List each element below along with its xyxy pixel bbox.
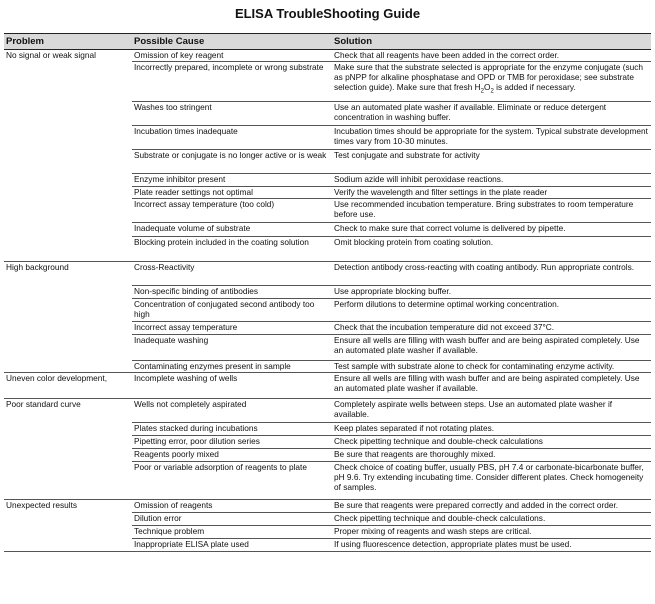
solution-cell: Check to make sure that correct volume is delivered by pipette. [332, 223, 651, 237]
cause-cell: Plates stacked during incubations [132, 423, 332, 436]
cause-cell: Technique problem [132, 526, 332, 539]
problem-cell [4, 150, 132, 174]
cause-cell: Reagents poorly mixed [132, 449, 332, 462]
solution-cell: Completely aspirate wells between steps. Use an automated plate washer if available. [332, 399, 651, 423]
table-row [4, 462, 651, 500]
cause-cell: Incorrect assay temperature (too cold) [132, 199, 332, 223]
column-header-problem: Problem [4, 34, 132, 50]
problem-cell [4, 102, 132, 126]
cause-cell: Cross-Reactivity [132, 262, 332, 286]
troubleshooting-table [4, 33, 651, 552]
problem-cell [4, 237, 132, 262]
solution-cell: If using fluorescence detection, appropriate plates must be used. [332, 539, 651, 552]
problem-cell [4, 126, 132, 150]
solution-cell: Use appropriate blocking buffer. [332, 286, 651, 299]
cause-cell: Inappropriate ELISA plate used [132, 539, 332, 552]
cause-cell: Poor or variable adsorption of reagents to plate [132, 462, 332, 500]
table-row [4, 539, 651, 552]
cause-cell: Inadequate washing [132, 335, 332, 361]
cause-cell: Incubation times inadequate [132, 126, 332, 150]
table-row [4, 449, 651, 462]
solution-cell: Check choice of coating buffer, usually PBS, pH 7.4 or carbonate-bicarbonate buffer, pH 9.6. Try extending incubating time. Consider different plates. Check homogeneity of samples. [332, 462, 651, 500]
cause-cell: Blocking protein included in the coating solution [132, 237, 332, 262]
cause-cell: Non-specific binding of antibodies [132, 286, 332, 299]
table-row [4, 399, 651, 423]
cause-cell: Substrate or conjugate is no longer active or is weak [132, 150, 332, 174]
problem-cell [4, 539, 132, 552]
cause-cell: Dilution error [132, 513, 332, 526]
table-row [4, 286, 651, 299]
solution-cell: Ensure all wells are filling with wash buffer and are being aspirated completely. Use an automated plate washer if available. [332, 373, 651, 399]
solution-cell: Test conjugate and substrate for activity [332, 150, 651, 174]
cause-cell: Plate reader settings not optimal [132, 187, 332, 199]
problem-cell [4, 361, 132, 373]
table-row [4, 150, 651, 174]
solution-cell: Use an automated plate washer if available. Eliminate or reduce detergent concentration in washing buffer. [332, 102, 651, 126]
solution-cell: Test sample with substrate alone to check for contaminating enzyme activity. [332, 361, 651, 373]
problem-cell [4, 436, 132, 449]
cause-cell: Omission of key reagent [132, 50, 332, 62]
table-row [4, 187, 651, 199]
solution-cell: Be sure that reagents are thoroughly mixed. [332, 449, 651, 462]
cause-cell: Enzyme inhibitor present [132, 174, 332, 187]
cause-cell: Pipetting error, poor dilution series [132, 436, 332, 449]
page-title: ELISA TroubleShooting Guide [234, 6, 421, 21]
solution-cell: Omit blocking protein from coating solution. [332, 237, 651, 262]
table-body [4, 50, 651, 552]
solution-cell: Check pipetting technique and double-check calculations. [332, 513, 651, 526]
cause-cell: Washes too stringent [132, 102, 332, 126]
cause-cell: Incorrect assay temperature [132, 322, 332, 335]
solution-cell: Check that all reagents have been added in the correct order. [332, 50, 651, 62]
table-row [4, 423, 651, 436]
problem-cell [4, 322, 132, 335]
column-header-solution: Solution [332, 34, 651, 50]
problem-cell [4, 174, 132, 187]
column-header-cause: Possible Cause [132, 34, 332, 50]
cause-cell: Incorrectly prepared, incomplete or wrong substrate [132, 62, 332, 102]
solution-cell: Sodium azide will inhibit peroxidase reactions. [332, 174, 651, 187]
cause-cell: Contaminating enzymes present in sample [132, 361, 332, 373]
problem-cell [4, 449, 132, 462]
problem-cell [4, 286, 132, 299]
table-row [4, 322, 651, 335]
solution-cell: Check that the incubation temperature did not exceed 37°C. [332, 322, 651, 335]
problem-cell: High background [6, 262, 69, 272]
problem-cell: Poor standard curve [6, 399, 81, 409]
solution-cell: Check pipetting technique and double-check calculations [332, 436, 651, 449]
table-row [4, 335, 651, 361]
table-row [4, 373, 651, 399]
table-row [4, 436, 651, 449]
problem-cell [4, 462, 132, 500]
table-row [4, 237, 651, 262]
solution-cell: Be sure that reagents were prepared correctly and added in the correct order. [332, 500, 651, 513]
problem-cell [4, 423, 132, 436]
solution-cell: Ensure all wells are filling with wash buffer and are being aspirated completely. Use an automated plate washer if available. [332, 335, 651, 361]
table-row [4, 526, 651, 539]
cause-cell: Wells not completely aspirated [132, 399, 332, 423]
solution-cell: Use recommended incubation temperature. Bring substrates to room temperature before use. [332, 199, 651, 223]
problem-cell [4, 62, 132, 102]
solution-cell: Verify the wavelength and filter settings in the plate reader [332, 187, 651, 199]
table-row [4, 199, 651, 223]
problem-cell: No signal or weak signal [6, 50, 96, 60]
cause-cell: Inadequate volume of substrate [132, 223, 332, 237]
problem-cell [4, 199, 132, 223]
table-row [4, 500, 651, 513]
problem-cell [4, 299, 132, 322]
problem-cell: Uneven color development, [4, 373, 132, 399]
table-row [4, 102, 651, 126]
table-row [4, 513, 651, 526]
solution-cell: Incubation times should be appropriate for the system. Typical substrate development times vary from 10-30 minutes. [332, 126, 651, 150]
cause-cell: Omission of reagents [132, 500, 332, 513]
problem-cell [4, 335, 132, 361]
problem-cell [4, 223, 132, 237]
table-row [4, 223, 651, 237]
table-row [4, 174, 651, 187]
table-row [4, 50, 651, 62]
problem-cell [4, 526, 132, 539]
table-row [4, 62, 651, 102]
cause-cell: Incomplete washing of wells [132, 373, 332, 399]
solution-cell: Perform dilutions to determine optimal working concentration. [332, 299, 651, 322]
solution-cell: Keep plates separated if not rotating plates. [332, 423, 651, 436]
solution-cell: Detection antibody cross-reacting with coating antibody. Run appropriate controls. [332, 262, 651, 286]
solution-cell: Proper mixing of reagents and wash steps are critical. [332, 526, 651, 539]
table-row [4, 126, 651, 150]
table-header-row [4, 34, 651, 50]
problem-cell: Unexpected results [6, 500, 78, 510]
table-row [4, 299, 651, 322]
table-row [4, 262, 651, 286]
table-row [4, 361, 651, 373]
cause-cell: Concentration of conjugated second antibody too high [132, 299, 332, 322]
solution-cell: Make sure that the substrate selected is appropriate for the enzyme conjugate (such as pNPP for alkaline phosphatase and OPD or TMB for peroxidase; see substrate selection guide). Make sure that fresh $H_2O_2$ is added if necessary. [332, 62, 651, 102]
problem-cell [4, 187, 132, 199]
problem-cell [4, 513, 132, 526]
